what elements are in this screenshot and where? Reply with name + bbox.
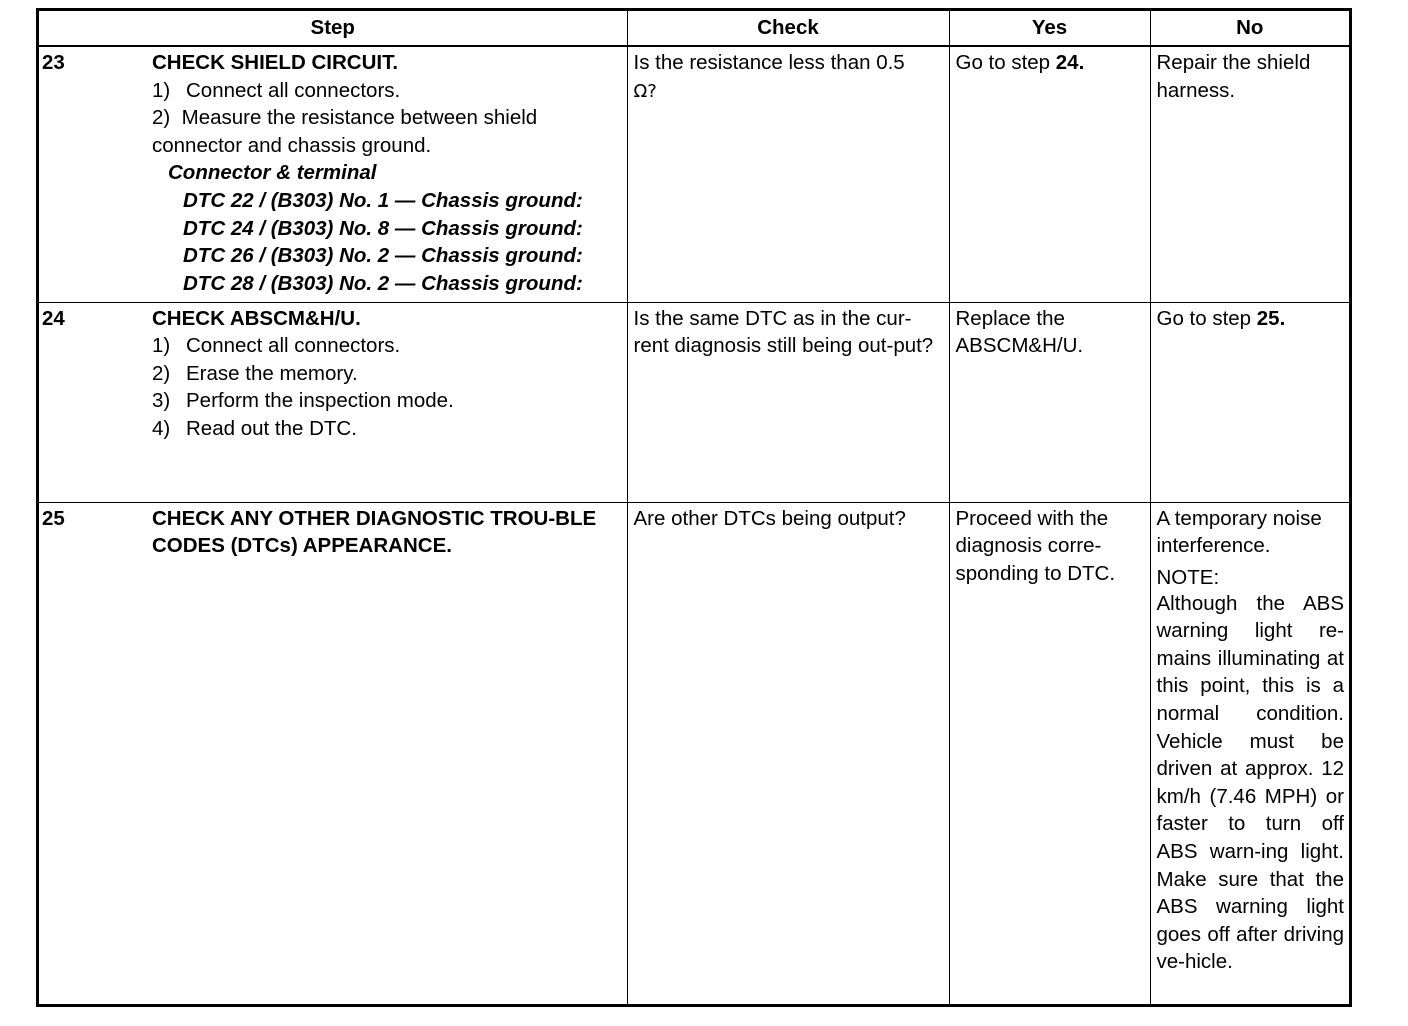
step-cell <box>152 46 627 302</box>
diagnostic-table <box>39 11 1349 1004</box>
yes-cell: Go to step 24. <box>949 46 1150 302</box>
list-item: 1) Connect all connectors. <box>152 334 401 358</box>
diagnostic-table-frame <box>36 8 1352 1007</box>
list-item: 3) Perform the inspection mode. <box>152 389 454 413</box>
no-text: A temporary noise interference. <box>1156 506 1322 558</box>
header-row <box>39 11 1349 46</box>
step-number: 25 <box>42 506 65 530</box>
header-yes: Yes <box>949 11 1150 46</box>
check-cell: Is the same DTC as in the cur-rent diagnosis still being out-put? <box>627 302 949 502</box>
ohm-unit: Ω? <box>633 80 657 102</box>
check-cell: Is the resistance less than 0.5 Ω? <box>627 46 949 302</box>
header-check: Check <box>627 11 949 46</box>
step-title: CHECK ANY OTHER DIAGNOSTIC TROU-BLE CODES (DTCs) APPEARANCE. <box>152 506 597 558</box>
table-row-24 <box>39 302 1349 502</box>
yes-cell: Proceed with the diagnosis corre-sponding to DTC. <box>949 502 1150 1004</box>
check-cell: Are other DTCs being output? <box>627 502 949 1004</box>
no-cell: Go to step 25. <box>1150 302 1349 502</box>
list-item: 2) Measure the resistance between shield connector and chassis ground. <box>152 106 538 157</box>
connector-terminal: DTC 28 / (B303) No. 2 — Chassis ground: <box>183 271 583 295</box>
table-row-23 <box>39 46 1349 302</box>
step-cell <box>152 502 627 1004</box>
list-item: 4) Read out the DTC. <box>152 416 357 440</box>
connector-terminal: DTC 22 / (B303) No. 1 — Chassis ground: <box>183 188 583 212</box>
step-title: CHECK SHIELD CIRCUIT. <box>152 51 399 74</box>
step-number: 23 <box>39 46 152 302</box>
connector-heading: Connector & terminal <box>168 161 377 185</box>
no-cell <box>1150 502 1349 1004</box>
header-step: Step <box>39 11 627 46</box>
header-no: No <box>1150 11 1349 46</box>
note-label: NOTE: <box>1156 565 1220 589</box>
list-item: 1) Connect all connectors. <box>152 78 401 102</box>
connector-terminal: DTC 26 / (B303) No. 2 — Chassis ground: <box>183 244 583 268</box>
yes-cell: Replace the ABSCM&H/U. <box>949 302 1150 502</box>
step-number: 24 <box>39 302 152 502</box>
step-title: CHECK ABSCM&H/U. <box>152 306 361 330</box>
connector-terminal: DTC 24 / (B303) No. 8 — Chassis ground: <box>183 216 583 240</box>
list-item: 2) Erase the memory. <box>152 361 358 385</box>
step-cell <box>152 302 627 502</box>
no-cell: Repair the shield harness. <box>1150 46 1349 302</box>
note-text: Although the ABS warning light re-mains illuminating at this point, this is a normal condition. Vehicle must be driven at approx. 12 km/h (7.46 MPH) or faster to turn off ABS warn-ing light. Make sure that the ABS warning light goes off after driving ve-hicle. <box>1156 591 1344 974</box>
table-row-25 <box>39 502 1349 1004</box>
